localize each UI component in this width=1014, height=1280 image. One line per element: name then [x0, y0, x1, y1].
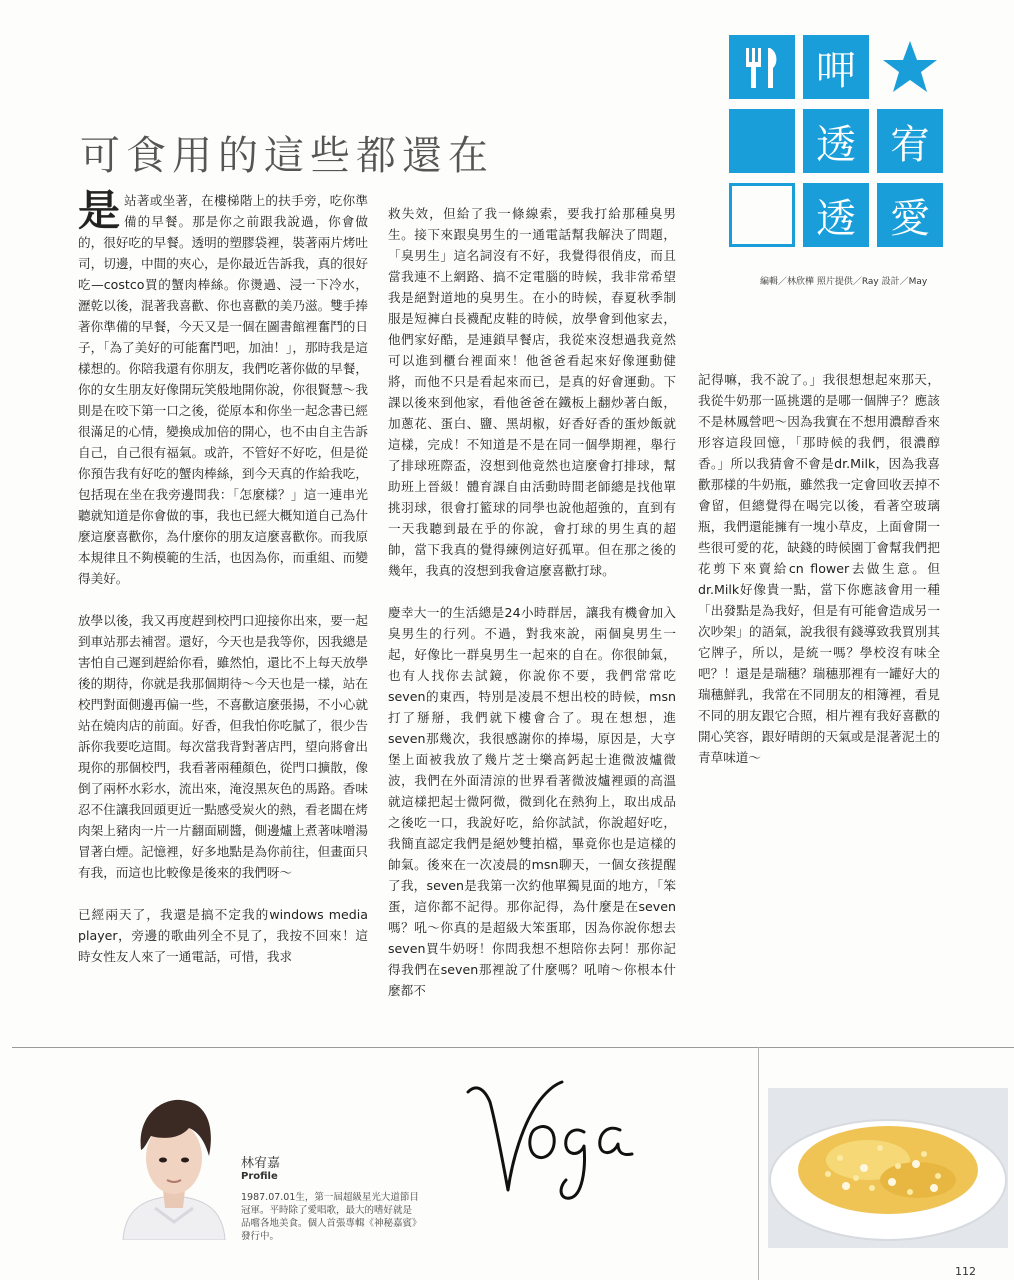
fried-rice-photo	[768, 1088, 1008, 1248]
profile-bio: 1987.07.01生，第一屆超級星光大道節目冠軍。平時除了愛唱歌，最大的嗜好就是品嚐各地美食。個人首張專輯《神秘嘉賓》發行中。	[241, 1192, 419, 1242]
paragraph: 記得嘛，我不說了。」我很想想起來那天，我從牛奶那一區挑選的是哪一個牌子？應該不是林鳳營吧～因為我實在不想用濃醇香來形容這段回憶，「那時候的我們，很濃醇香。」所以我猜會不會是dr.Milk，因為我喜歡那樣的牛奶瓶，雖然我一定會回收丟掉不會留，但總覺得在喝完以後，看著空玻璃瓶，我們還能擁有一塊小草皮，上面會開一些很可愛的花，缺錢的時候園丁會幫我們把花剪下來賣給cn flower去做生意。但dr.Milk好像貴一點，當下你應該會用一種「出發點是為我好，但是有可能會造成另一次吵架」的語氣，說我很有錢導致我買別其它牌子，所以，是統一嗎？學校沒有味全吧？！還是是瑞穗？瑞穗那裡有一罐好大的瑞穗鮮乳，我常在不同朋友的相簿裡，看見不同的朋友跟它合照，相片裡有我好喜歡的開心笑容，跟好晴朗的天氣或是混著泥土的青草味道～	[698, 372, 940, 765]
paragraph: 救失效，但給了我一條線索，要我打給那種臭男生。接下來跟臭男生的一通電話幫我解決了問題，「臭男生」這名詞沒有不好，我覺得很俏皮，而且當我連不上網路、搞不定電腦的時候，我非常希望我是絕對道地的臭男生。在小的時候，春夏秋季制服是短褲白長襪配皮鞋的時候，放學會到他家去，他們家好酷，是連鎖早餐店，我從來沒想過我竟然可以進到櫃台裡面來！他爸爸看起來好像運動健將，而他不只是看起來而已，是真的好會運動。下課以後來到他家，看他爸爸在鐵板上翻炒著白飯，加蔥花、蛋白、鹽、黑胡椒，好香好香的蛋炒飯就這樣，完成！不知道是不是在同一個學期裡，舉行了排球班際盃，沒想到他竟然也這麼會打排球，幫助班上晉級！體育課自由活動時間老師總是找他單挑羽球，很會打籃球的同學也說他超強的，直到有一天我聽到最在乎的你說，會打球的男生真的超帥，當下我真的覺得練例這好孤單。但在那之後的幾年，我真的沒想到我會這麼喜歡打球。	[388, 206, 676, 578]
paragraph: 慶幸大一的生活總是24小時群居，讓我有機會加入臭男生的行列。不過，對我來說，兩個臭男生一起，好像比一群臭男生一起來的自在。你很帥氣，也有人找你去試鏡，你說你不要，我們常常吃seven的東西，特別是凌晨不想出校的時候，msn打了掰掰，我們就下樓會合了。現在想想，進seven那幾次，我很感謝你的捧場，原因是，大亨堡上面被我放了幾片芝士樂高鈣起士進微波爐微波，我們在外面清涼的世界看著微波爐裡頭的高溫就這樣把起士微阿微，微到化在熱狗上，取出成品之後吃一口，我說好吃，給你試試，你說超好吃，我簡直認定我們是絕妙雙拍檔，畢竟你也是這樣的帥氣。後來在一次凌晨的msn聊天，一個女孩提醒了我，seven是我第一次約他單獨見面的地方，「笨蛋，這你都不記得。那你記得，為什麼是在seven嗎？吼～你真的是超級大笨蛋耶，因為你說你想去seven買牛奶呀！你問我想不想陪你去阿！那你記得我們在seven那裡說了什麼嗎？吼唷～你根本什麼都不	[388, 605, 676, 998]
profile-photo	[115, 1090, 233, 1240]
paragraph-text: 站著或坐著，在樓梯階上的扶手旁，吃你準備的早餐。那是你之前跟我說過，你會做的，很好吃的早餐。透明的塑膠袋裡，裝著兩片烤吐司，切邊，中間的夾心，是你最近告訴我，真的很好吃—costco買的蟹肉棒絲。你燙過、浸一下冷水，瀝乾以後，混著我喜歡、你也喜歡的美乃滋。雙手捧著你準備的早餐，今天又是一個在圖書館裡奮鬥的日子，「為了美好的可能奮鬥吧，加油！」，那時我是這樣想的。你陪我還有你朋友，我們吃著你做的早餐，你的女生朋友好像開玩笑般地開你說，你很賢慧～我則是在咬下第一口之後，從原本和你坐一起念書已經很滿足的心情，變換成加倍的開心，也不由自主告訴自己，自己很有福氣。或許，不管好不好吃，但是從你預告我有好吃的蟹肉棒絲，到今天真的作給我吃，包括現在坐在我旁邊問我：「怎麼樣？」這一連串光聽就知道是你會做的事，我也已經大概知道自己為什麼這麼喜歡你，為什麼你的朋友這麼喜歡你。而我原本規律且不夠模範的生活，也因為你，而重組、而變得美好。	[78, 193, 368, 586]
paragraph	[78, 186, 368, 589]
article-title: 可食用的這些都還在	[80, 133, 494, 179]
logo-outline-box	[729, 183, 795, 247]
paragraph: 放學以後，我又再度趕到校門口迎接你出來，要一起到車站那去補習。還好，今天也是我等你，因我總是害怕自己遲到趕給你看，雖然怕，還比不上每天放學後的期待，你就是我那個期待～今天也是一樣，站在校門對面側邊再偏一些，不喜歡這麼張揚，不小心就站在燒肉店的前面。好香，但我怕你吃膩了，很少告訴你我要吃這間。每次當我背對著店門，望向將會出現你的那個校門，我看著兩種顏色，從門口擴散，像倒了兩杯水彩水，流出來，淹沒黑灰色的馬路。香味忍不住讓我回頭更近一點感受炭火的熱，看老闆在烤肉架上豬肉一片一片翻面刷醬，側邊爐上煮著味噌湯冒著白煙。記憶裡，好多地點是為你前往，但畫面只有我，而這也比較像是後來的我們呀～	[78, 613, 368, 880]
article-column-3	[698, 369, 940, 768]
logo-block	[729, 109, 795, 173]
divider	[12, 1047, 1014, 1048]
star-icon	[877, 35, 943, 99]
article-column-1	[78, 186, 368, 967]
logo-char-5: 愛	[877, 183, 943, 247]
page-number: 112	[955, 1265, 976, 1278]
logo-char-1: 呷	[803, 35, 869, 99]
logo-char-3: 宥	[877, 109, 943, 173]
paragraph: 已經兩天了，我還是搞不定我的windows media player，旁邊的歌曲列全不見了，我按不回來！這時女性友人來了一通電話，可惜，我求	[78, 907, 368, 964]
profile-label: Profile	[241, 1171, 278, 1182]
fork-knife-icon	[729, 35, 795, 99]
credits-line: 編輯／林欣樺 照片提供／Ray 設計／May	[760, 277, 928, 287]
profile-name: 林宥嘉	[241, 1156, 281, 1171]
logo-char-4: 透	[803, 183, 869, 247]
article-column-2	[388, 203, 676, 1001]
dropcap: 是	[78, 186, 121, 235]
logo-grid	[729, 35, 949, 247]
signature	[450, 1058, 650, 1208]
divider-vertical	[758, 1047, 759, 1280]
logo-char-2: 透	[803, 109, 869, 173]
